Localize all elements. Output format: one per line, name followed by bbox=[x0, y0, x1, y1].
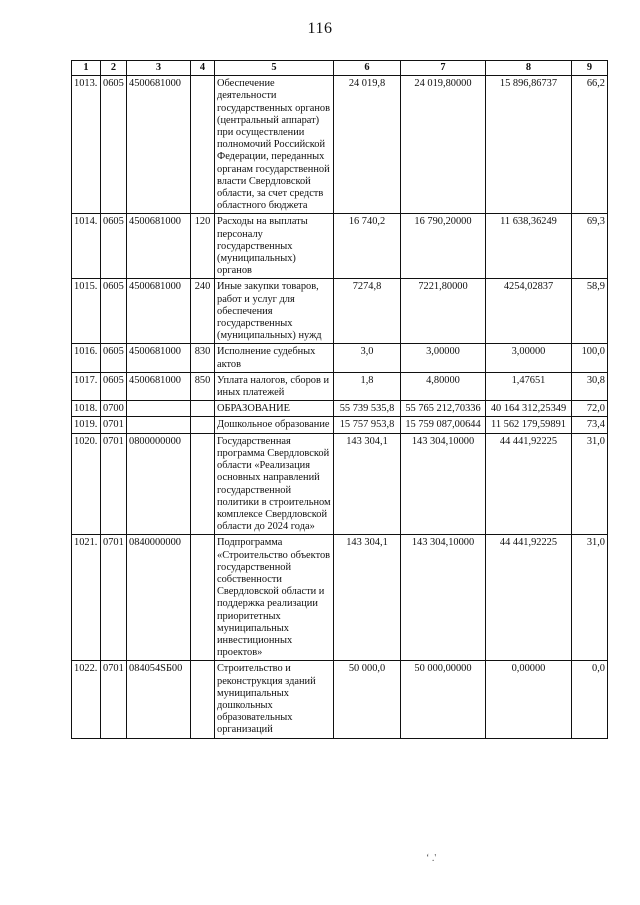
item-name: Исполнение судебных актов bbox=[215, 344, 334, 372]
percent-col-9: 31,0 bbox=[572, 433, 608, 535]
value-col-7: 7221,80000 bbox=[401, 279, 486, 344]
expense-kind: 240 bbox=[191, 279, 215, 344]
row-number: 1015. bbox=[72, 279, 101, 344]
page-number: 116 bbox=[307, 20, 333, 37]
expense-kind bbox=[191, 661, 215, 738]
value-col-8: 44 441,92225 bbox=[486, 433, 572, 535]
header-row bbox=[72, 61, 608, 76]
value-col-6: 1,8 bbox=[334, 372, 401, 400]
article-code: 4500681000 bbox=[127, 76, 191, 214]
expense-kind bbox=[191, 76, 215, 214]
table-row bbox=[72, 372, 608, 400]
table-body bbox=[72, 76, 608, 738]
item-name: Строительство и реконструкция зданий муниципальных дошкольных образовательных организаций bbox=[215, 661, 334, 738]
row-number: 1013. bbox=[72, 76, 101, 214]
value-col-8: 11 638,36249 bbox=[486, 214, 572, 279]
row-number: 1019. bbox=[72, 417, 101, 433]
table-row bbox=[72, 433, 608, 535]
header-cell-1: 1 bbox=[72, 61, 101, 76]
item-name: Подпрограмма «Строительство объектов государственной собственности Свердловской области и поддержка реализации приоритетных муниципальных инвестиционных проектов» bbox=[215, 535, 334, 661]
expense-kind: 830 bbox=[191, 344, 215, 372]
header-cell-4: 4 bbox=[191, 61, 215, 76]
article-code: 4500681000 bbox=[127, 344, 191, 372]
value-col-7: 4,80000 bbox=[401, 372, 486, 400]
percent-col-9: 30,8 bbox=[572, 372, 608, 400]
expense-kind bbox=[191, 401, 215, 417]
header-cell-7: 7 bbox=[401, 61, 486, 76]
article-code: 4500681000 bbox=[127, 372, 191, 400]
item-name: Расходы на выплаты персоналу государственных (муниципальных) органов bbox=[215, 214, 334, 279]
table-row bbox=[72, 661, 608, 738]
item-name: Уплата налогов, сборов и иных платежей bbox=[215, 372, 334, 400]
value-col-6: 7274,8 bbox=[334, 279, 401, 344]
table-row bbox=[72, 401, 608, 417]
expense-kind: 850 bbox=[191, 372, 215, 400]
value-col-7: 3,00000 bbox=[401, 344, 486, 372]
row-number: 1014. bbox=[72, 214, 101, 279]
value-col-8: 15 896,86737 bbox=[486, 76, 572, 214]
article-code bbox=[127, 401, 191, 417]
value-col-6: 55 739 535,8 bbox=[334, 401, 401, 417]
percent-col-9: 31,0 bbox=[572, 535, 608, 661]
value-col-8: 3,00000 bbox=[486, 344, 572, 372]
percent-col-9: 66,2 bbox=[572, 76, 608, 214]
header-cell-9: 9 bbox=[572, 61, 608, 76]
value-col-7: 50 000,00000 bbox=[401, 661, 486, 738]
item-name: ОБРАЗОВАНИЕ bbox=[215, 401, 334, 417]
table-row bbox=[72, 535, 608, 661]
percent-col-9: 73,4 bbox=[572, 417, 608, 433]
article-code: 084054SБ00 bbox=[127, 661, 191, 738]
table-row bbox=[72, 214, 608, 279]
table-row bbox=[72, 279, 608, 344]
article-code: 4500681000 bbox=[127, 214, 191, 279]
row-number: 1022. bbox=[72, 661, 101, 738]
expense-kind bbox=[191, 417, 215, 433]
row-number: 1016. bbox=[72, 344, 101, 372]
header-cell-3: 3 bbox=[127, 61, 191, 76]
header-cell-6: 6 bbox=[334, 61, 401, 76]
value-col-8: 4254,02837 bbox=[486, 279, 572, 344]
budget-table bbox=[71, 60, 608, 739]
article-code: 0800000000 bbox=[127, 433, 191, 535]
value-col-6: 143 304,1 bbox=[334, 433, 401, 535]
value-col-6: 143 304,1 bbox=[334, 535, 401, 661]
section-code: 0701 bbox=[101, 535, 127, 661]
value-col-6: 3,0 bbox=[334, 344, 401, 372]
section-code: 0701 bbox=[101, 417, 127, 433]
percent-col-9: 0,0 bbox=[572, 661, 608, 738]
expense-kind bbox=[191, 535, 215, 661]
value-col-8: 11 562 179,59891 bbox=[486, 417, 572, 433]
row-number: 1018. bbox=[72, 401, 101, 417]
header-cell-5: 5 bbox=[215, 61, 334, 76]
table-row bbox=[72, 344, 608, 372]
header-cell-8: 8 bbox=[486, 61, 572, 76]
value-col-8: 44 441,92225 bbox=[486, 535, 572, 661]
value-col-6: 50 000,0 bbox=[334, 661, 401, 738]
value-col-7: 24 019,80000 bbox=[401, 76, 486, 214]
value-col-8: 1,47651 bbox=[486, 372, 572, 400]
value-col-6: 24 019,8 bbox=[334, 76, 401, 214]
item-name: Государственная программа Свердловской области «Реализация основных направлений государственной политики в строительном комплексе Свердловской области до 2024 года» bbox=[215, 433, 334, 535]
expense-kind: 120 bbox=[191, 214, 215, 279]
value-col-6: 16 740,2 bbox=[334, 214, 401, 279]
section-code: 0605 bbox=[101, 344, 127, 372]
table-header bbox=[72, 61, 608, 76]
percent-col-9: 69,3 bbox=[572, 214, 608, 279]
row-number: 1017. bbox=[72, 372, 101, 400]
item-name: Обеспечение деятельности государственных органов (центральный аппарат) при осуществлении полномочий Российской Федерации, переданных органам государственной власти Свердловской области, за счет средств областного бюджета bbox=[215, 76, 334, 214]
value-col-7: 143 304,10000 bbox=[401, 535, 486, 661]
value-col-7: 143 304,10000 bbox=[401, 433, 486, 535]
section-code: 0701 bbox=[101, 433, 127, 535]
table-row bbox=[72, 76, 608, 214]
section-code: 0605 bbox=[101, 76, 127, 214]
section-code: 0605 bbox=[101, 214, 127, 279]
section-code: 0605 bbox=[101, 372, 127, 400]
percent-col-9: 100,0 bbox=[572, 344, 608, 372]
header-cell-2: 2 bbox=[101, 61, 127, 76]
section-code: 0605 bbox=[101, 279, 127, 344]
value-col-7: 15 759 087,00644 bbox=[401, 417, 486, 433]
value-col-7: 16 790,20000 bbox=[401, 214, 486, 279]
value-col-6: 15 757 953,8 bbox=[334, 417, 401, 433]
section-code: 0701 bbox=[101, 661, 127, 738]
section-code: 0700 bbox=[101, 401, 127, 417]
scan-artifact-mark: ‘ .' bbox=[426, 853, 437, 864]
article-code: 4500681000 bbox=[127, 279, 191, 344]
article-code: 0840000000 bbox=[127, 535, 191, 661]
value-col-8: 0,00000 bbox=[486, 661, 572, 738]
item-name: Дошкольное образование bbox=[215, 417, 334, 433]
percent-col-9: 58,9 bbox=[572, 279, 608, 344]
row-number: 1020. bbox=[72, 433, 101, 535]
article-code bbox=[127, 417, 191, 433]
value-col-8: 40 164 312,25349 bbox=[486, 401, 572, 417]
value-col-7: 55 765 212,70336 bbox=[401, 401, 486, 417]
row-number: 1021. bbox=[72, 535, 101, 661]
table-row bbox=[72, 417, 608, 433]
percent-col-9: 72,0 bbox=[572, 401, 608, 417]
item-name: Иные закупки товаров, работ и услуг для обеспечения государственных (муниципальных) нужд bbox=[215, 279, 334, 344]
expense-kind bbox=[191, 433, 215, 535]
